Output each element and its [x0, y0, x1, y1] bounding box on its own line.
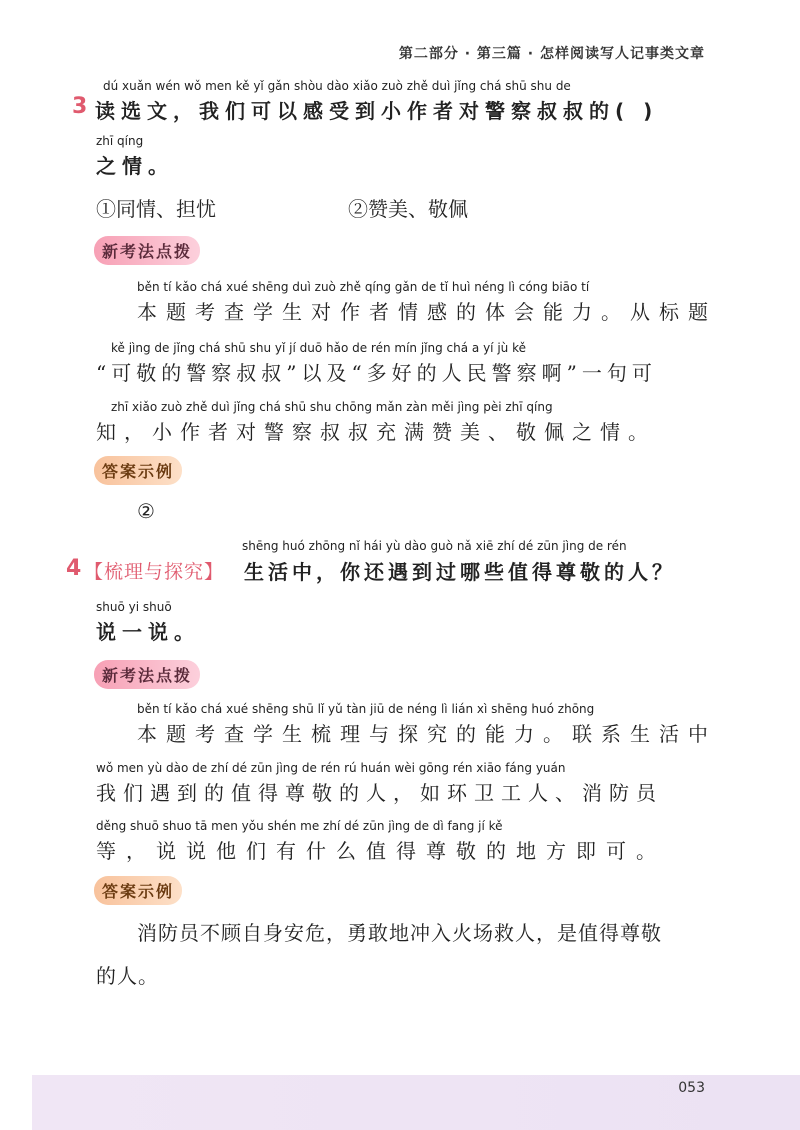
q3-hint-pinyin-1: běn tí kǎo chá xué shēng duì zuò zhě qíng gǎn de tǐ huì néng lì cóng biāo tí: [137, 280, 590, 294]
q3-number: 3: [72, 94, 88, 119]
q4-section-label: 【梳理与探究】: [84, 561, 225, 583]
page-number: 053: [678, 1080, 705, 1096]
q4-hint-pinyin-3: děng shuō shuo tā men yǒu shén me zhí dé zūn jìng de dì fang jí kě: [96, 819, 503, 833]
q4-hint-pinyin-1: běn tí kǎo chá xué shēng shū lǐ yǔ tàn jiū de néng lì lián xì shēng huó zhōng: [137, 702, 595, 716]
q4-answer-line-2: 的人。: [96, 964, 159, 988]
q3-option-2: ②赞美、敬佩: [348, 197, 468, 221]
q3-hint-line-3: 知，小作者对警察叔叔充满赞美、敬佩之情。: [96, 420, 656, 444]
q4-pinyin-line-1: shēng huó zhōng nǐ hái yù dào guò nǎ xiē zhí dé zūn jìng de rén: [242, 539, 627, 553]
q3-hint-line-1: 本题考查学生对作者情感的体会能力。从标题: [137, 300, 717, 324]
q3-hint-pinyin-2: kě jìng de jǐng chá shū shu yǐ jí duō hǎo de rén mín jǐng chá a yí jù kě: [111, 341, 526, 355]
q3-pinyin-line-1: dú xuǎn wén wǒ men kě yǐ gǎn shòu dào xiǎo zuò zhě duì jǐng chá shū shu de: [103, 79, 571, 93]
q4-question-text-2: 说一说。: [96, 620, 200, 644]
q3-answer-tag: 答案示例: [94, 456, 182, 485]
q3-question-text-2: 之情。: [96, 154, 174, 178]
q4-hint-pinyin-2: wǒ men yù dào de zhí dé zūn jìng de rén rú huán wèi gōng rén xiāo fáng yuán: [96, 761, 566, 775]
q4-question-text: 生活中，你还遇到过哪些值得尊敬的人？: [244, 560, 676, 584]
q3-hint-tag: 新考法点拨: [94, 236, 200, 265]
q3-answer: ②: [137, 499, 155, 523]
q4-pinyin-line-2: shuō yi shuō: [96, 600, 172, 614]
running-header: 第二部分 · 第三篇 · 怎样阅读写人记事类文章: [398, 46, 705, 62]
q3-question-text: 读选文，我们可以感受到小作者对警察叔叔的( ): [95, 99, 659, 123]
q3-hint-pinyin-3: zhī xiǎo zuò zhě duì jǐng chá shū shu chōng mǎn zàn měi jìng pèi zhī qíng: [111, 400, 553, 414]
q4-hint-line-1: 本题考查学生梳理与探究的能力。联系生活中: [137, 722, 717, 746]
q4-answer-line-1: 消防员不顾自身安危，勇敢地冲入火场救人，是值得尊敬: [137, 921, 662, 945]
q4-hint-tag: 新考法点拨: [94, 660, 200, 689]
q4-hint-line-2: 我们遇到的值得尊敬的人，如环卫工人、消防员: [96, 781, 663, 805]
q3-hint-line-2: “可敬的警察叔叔”以及“多好的人民警察啊”一句可: [96, 361, 657, 385]
q4-number: 4: [66, 556, 82, 581]
q3-pinyin-line-2: zhī qíng: [96, 134, 144, 148]
q4-hint-line-3: 等，说说他们有什么值得尊敬的地方即可。: [96, 839, 666, 863]
q4-answer-tag: 答案示例: [94, 876, 182, 905]
q3-option-1: ①同情、担忧: [96, 197, 216, 221]
